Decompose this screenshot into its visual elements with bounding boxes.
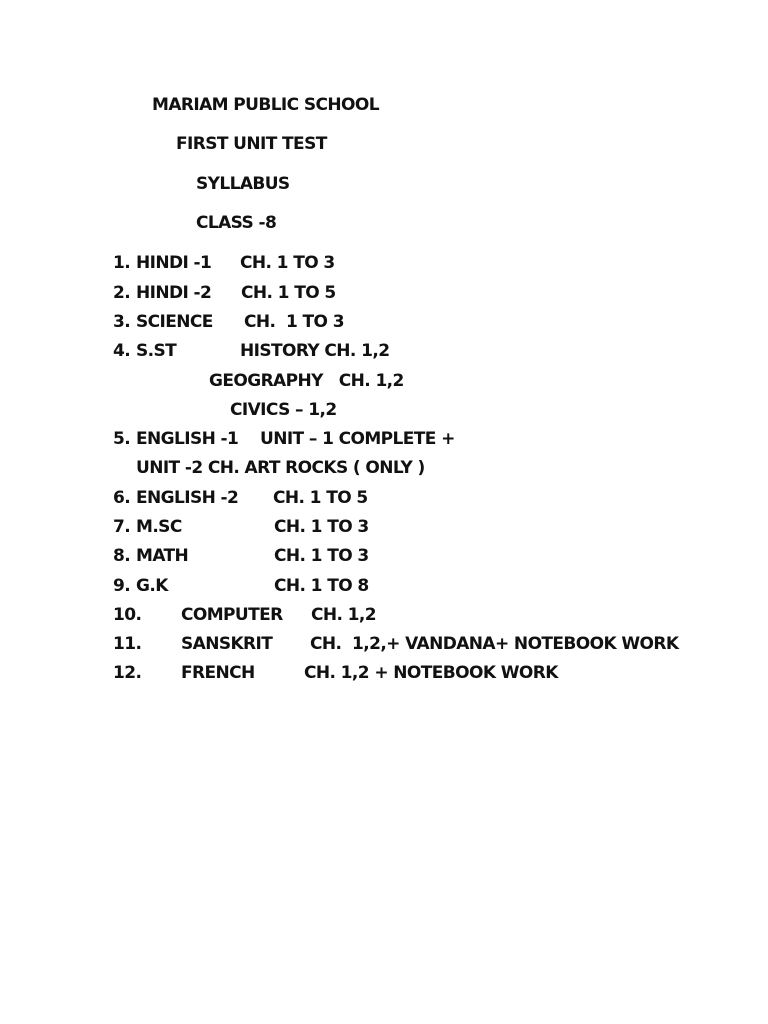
- item-number: 3.: [113, 312, 131, 332]
- item-detail: CH. 1 TO 3: [244, 312, 344, 332]
- item-detail: CH. 1,2: [311, 605, 376, 625]
- item-subject: ENGLISH -2: [136, 488, 239, 508]
- item-detail: CH. 1 TO 3: [274, 517, 369, 537]
- item-detail: CH. 1 TO 5: [273, 488, 368, 508]
- item-subject: S.ST: [136, 341, 177, 361]
- item-number: 6.: [113, 488, 131, 508]
- item-subject: COMPUTER: [181, 605, 283, 625]
- item-subject: SCIENCE: [136, 312, 213, 332]
- item-number: 2.: [113, 283, 131, 303]
- item-detail: UNIT – 1 COMPLETE +: [260, 429, 455, 449]
- item-subject: MATH: [136, 546, 189, 566]
- item-number: 7.: [113, 517, 131, 537]
- item-number: 11.: [113, 634, 142, 654]
- item-detail-geography: GEOGRAPHY CH. 1,2: [209, 371, 404, 391]
- item-number: 8.: [113, 546, 131, 566]
- item-number: 1.: [113, 253, 131, 273]
- item-detail: CH. 1 TO 5: [241, 283, 336, 303]
- item-subject: SANSKRIT: [181, 634, 273, 654]
- syllabus-heading: SYLLABUS: [196, 174, 290, 194]
- item-detail-civics: CIVICS – 1,2: [230, 400, 337, 420]
- item-subject: G.K: [136, 576, 168, 596]
- test-title: FIRST UNIT TEST: [176, 134, 327, 154]
- item-number: 5.: [113, 429, 131, 449]
- item-detail: CH. 1,2,+ VANDANA+ NOTEBOOK WORK: [310, 634, 679, 654]
- item-detail: HISTORY CH. 1,2: [240, 341, 390, 361]
- school-name: MARIAM PUBLIC SCHOOL: [152, 95, 379, 115]
- item-subject: ENGLISH -1: [136, 429, 239, 449]
- item-subject: FRENCH: [181, 663, 255, 683]
- item-number: 10.: [113, 605, 142, 625]
- item-number: 12.: [113, 663, 142, 683]
- item-subject: HINDI -2: [136, 283, 212, 303]
- item-detail-continuation: UNIT -2 CH. ART ROCKS ( ONLY ): [136, 458, 425, 478]
- class-label: CLASS -8: [196, 213, 277, 233]
- item-detail: CH. 1 TO 3: [274, 546, 369, 566]
- item-detail: CH. 1 TO 8: [274, 576, 369, 596]
- item-number: 4.: [113, 341, 131, 361]
- item-subject: HINDI -1: [136, 253, 212, 273]
- item-number: 9.: [113, 576, 131, 596]
- item-subject: M.SC: [136, 517, 182, 537]
- item-detail: CH. 1 TO 3: [240, 253, 335, 273]
- item-detail: CH. 1,2 + NOTEBOOK WORK: [304, 663, 558, 683]
